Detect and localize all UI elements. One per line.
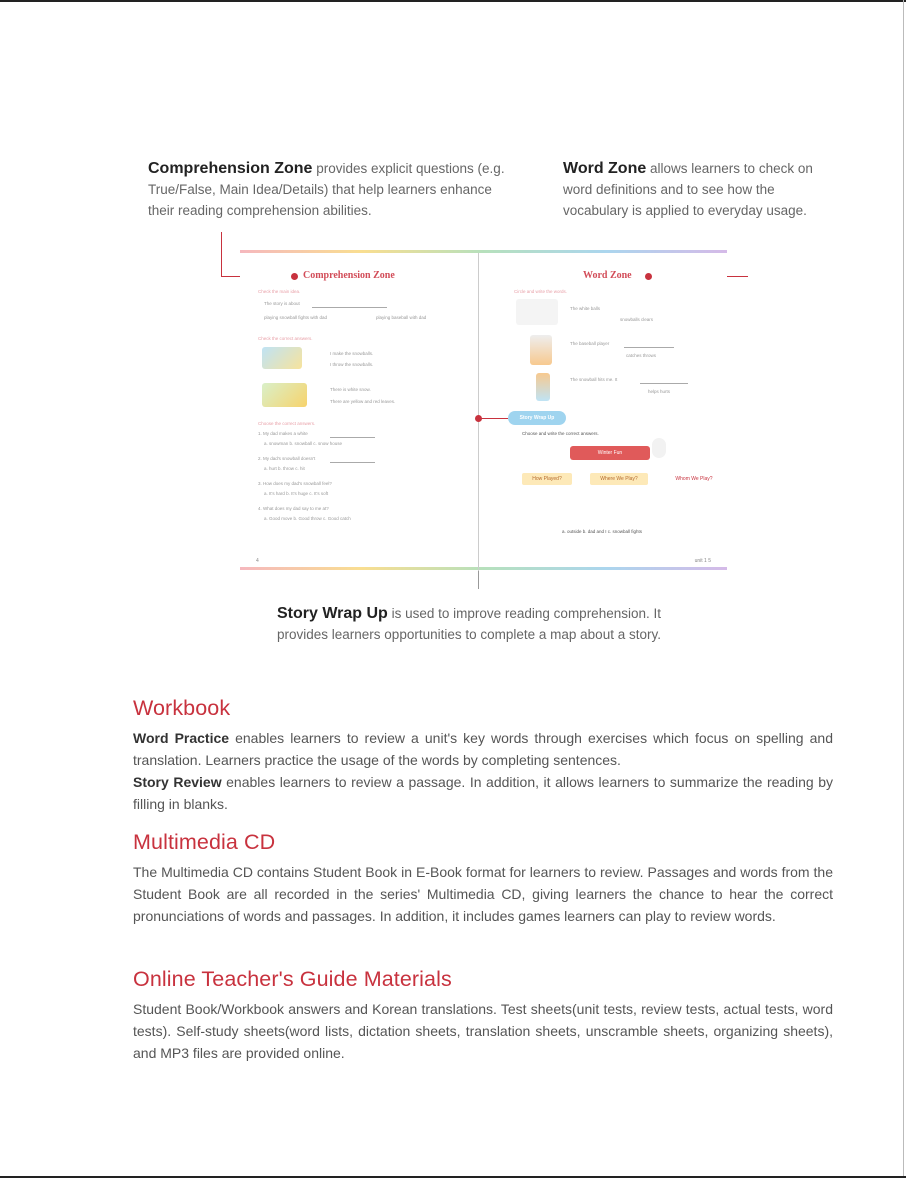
- exercise-option: playing baseball with dad: [376, 315, 427, 320]
- page-number-left: 4: [256, 558, 259, 564]
- exercise-line: The story is about: [264, 301, 300, 306]
- exercise-line: The white balls: [570, 306, 601, 311]
- blank-line: [330, 437, 375, 438]
- exercise-option: playing snowball fights with dad: [264, 315, 328, 320]
- exercise-line: 3. How does my dad's snowball feel?: [258, 481, 332, 486]
- connector-line: [221, 232, 222, 277]
- story-option: Whom We Play?: [675, 476, 713, 482]
- exercise-option: helps hurts: [648, 389, 671, 394]
- blank-line: [624, 347, 674, 348]
- callout-title: Word Zone: [563, 160, 647, 177]
- marker-dot: [475, 415, 482, 422]
- exercise-option: catches throws: [626, 353, 657, 358]
- exercise-option: There are yellow and red leaves.: [330, 399, 396, 404]
- story-wrap-up-label: Story Wrap Up: [519, 415, 555, 421]
- exercise-line: 1. My dad makes a white: [258, 431, 308, 436]
- multimedia-heading: Multimedia CD: [133, 830, 276, 854]
- exercise-instruction: Check the correct answers.: [258, 336, 313, 341]
- callout-title: Story Wrap Up: [277, 605, 388, 622]
- comprehension-zone-callout: [148, 158, 508, 221]
- snowman-illustration: [652, 438, 666, 458]
- online-materials-heading: Online Teacher's Guide Materials: [133, 967, 452, 991]
- exercise-option: a. It's hard b. It's huge c. It's soft: [264, 491, 329, 496]
- decorative-rule: [240, 250, 727, 253]
- hurt-kid-illustration: [536, 373, 550, 401]
- exercise-line: The baseball player: [570, 341, 610, 346]
- decorative-rule: [240, 567, 727, 570]
- story-wrap-up-badge: [508, 411, 566, 425]
- comprehension-zone-label: Comprehension Zone: [303, 270, 395, 281]
- exercise-instruction: Choose and write the correct answers.: [522, 431, 599, 436]
- marker-dot: [645, 273, 652, 280]
- exercise-option: a. snowman b. snowball c. snow house: [264, 441, 343, 446]
- online-materials-paragraph: Student Book/Workbook answers and Korean translations. Test sheets(unit tests, review tests, actual tests, word tests). Self-study sheets(word lists, dictation sheets, translation sheets, unscramble sheets, organizing sheets), and MP3 files are provided online.: [133, 1001, 833, 1061]
- multimedia-paragraph: The Multimedia CD contains Student Book in E-Book format for learners to review. Passages and words from the Student Book are all recorded in the series' Multimedia CD, giving learners the chance to hear the correct pronunciations of words and passages. In addition, it includes games learners can play to review words.: [133, 864, 833, 924]
- book-spread-preview: [240, 243, 727, 570]
- blank-line: [312, 307, 387, 308]
- callout-text: provides explicit questions (e.g. True/False, Main Idea/Details) that help learners enhance their reading comprehension abilities.: [148, 161, 505, 218]
- exercise-option: a. hurt b. throw c. hit: [264, 466, 305, 471]
- exercise-option: snowballs clears: [620, 317, 654, 322]
- exercise-option: I throw the snowballs.: [330, 362, 374, 367]
- page-right-border: [903, 0, 904, 1178]
- story-title-box: [570, 446, 650, 460]
- exercise-instruction: Choose the correct answers.: [258, 421, 316, 426]
- snow-scene-illustration: [262, 383, 307, 407]
- callout-text: is used to improve reading comprehension. It provides learners opportunities to complete a map about a story.: [277, 606, 661, 642]
- exercise-instruction: Circle and write the words.: [514, 289, 568, 294]
- exercise-option: There is white snow.: [330, 387, 371, 392]
- connector-line: [478, 418, 508, 419]
- exercise-option: I make the snowballs.: [330, 351, 374, 356]
- callout-title: Comprehension Zone: [148, 160, 313, 177]
- story-wrap-up-callout: [277, 603, 697, 645]
- snowball-illustration: [516, 299, 558, 325]
- exercise-option: a. Good move b. Good throw c. Good catch: [264, 516, 351, 521]
- workbook-heading: Workbook: [133, 696, 231, 720]
- exercise-line: 4. What does my dad say to me at?: [258, 506, 329, 511]
- page-gutter: [478, 253, 479, 571]
- workbook-paragraph: [133, 727, 833, 815]
- baseball-player-illustration: [530, 335, 552, 365]
- story-option: How Played?: [522, 473, 572, 485]
- story-answer-options: a. outside b. dad and I c. snowball fights: [562, 529, 643, 534]
- blank-line: [330, 462, 375, 463]
- story-title: Winter Fun: [597, 450, 623, 456]
- callout-text: allows learners to check on word definitions and to see how the vocabulary is applied to everyday usage.: [563, 161, 813, 218]
- word-practice-term: Word Practice: [133, 730, 230, 746]
- word-practice-text: enables learners to review a unit's key words through exercises which focus on spelling and translation. Learners practice the usage of the words by completing sentences.: [133, 730, 833, 768]
- word-zone-callout: [563, 158, 843, 221]
- exercise-line: 2. My dad's snowball doesn't: [258, 456, 316, 461]
- word-zone-label: Word Zone: [583, 270, 632, 281]
- story-review-text: enables learners to review a passage. In addition, it allows learners to summarize the reading by filling in blanks.: [133, 774, 833, 812]
- marker-dot: [291, 273, 298, 280]
- exercise-line: The snowball hits me. It: [570, 377, 618, 382]
- snowball-kids-illustration: [262, 347, 302, 369]
- page-number-right: unit 1 5: [694, 558, 711, 564]
- page-top-border: [0, 0, 906, 2]
- exercise-instruction: Check the main idea.: [258, 289, 301, 294]
- story-review-term: Story Review: [133, 774, 222, 790]
- blank-line: [640, 383, 688, 384]
- story-option: Where We Play?: [590, 473, 648, 485]
